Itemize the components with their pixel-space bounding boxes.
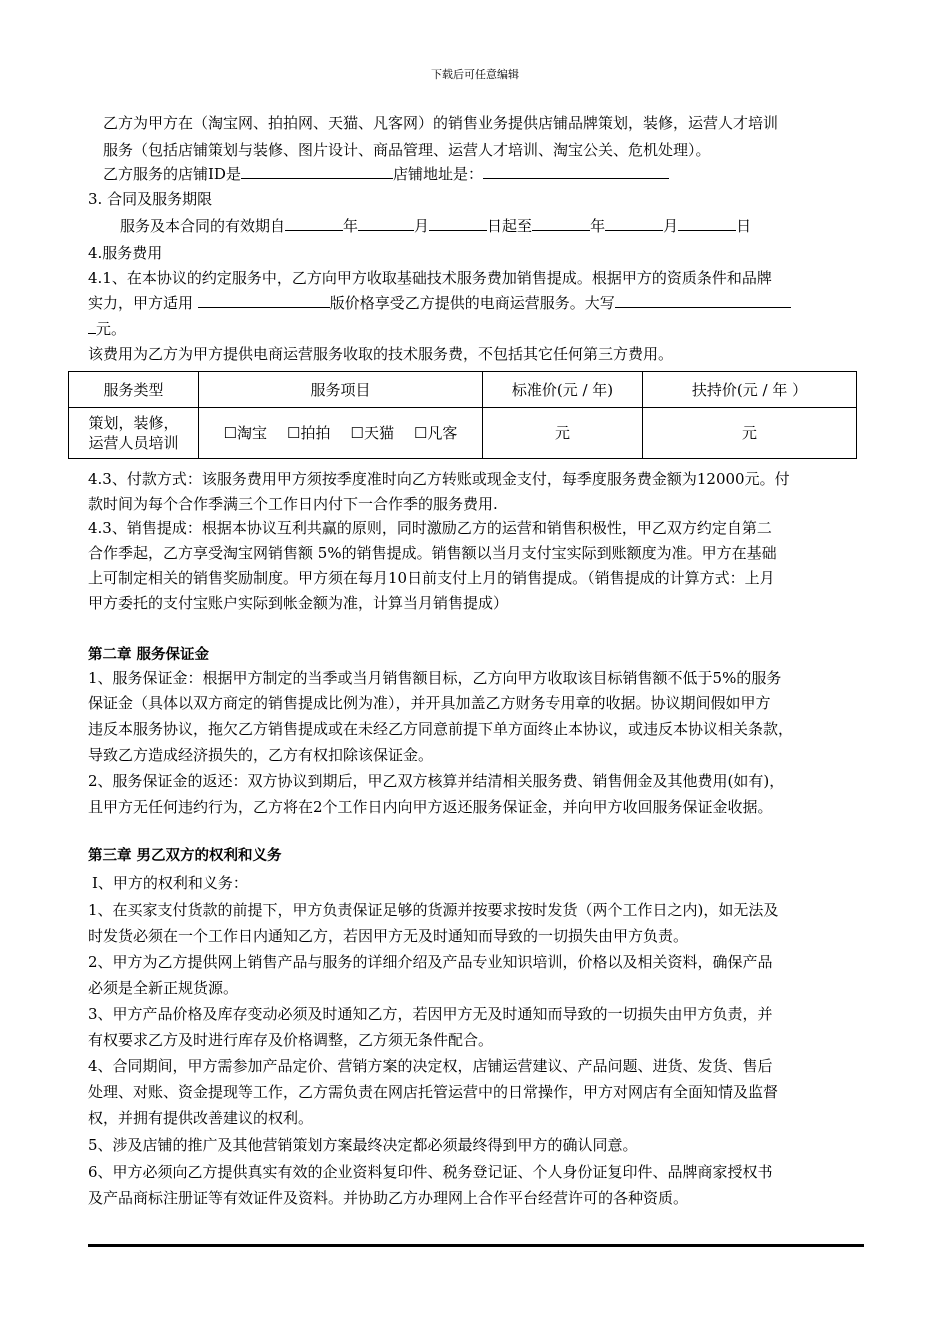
start-month-blank[interactable] xyxy=(358,216,414,231)
option-vancl-checkbox[interactable]: ☐凡客 xyxy=(413,424,458,442)
term-line xyxy=(120,216,751,236)
footer-divider xyxy=(88,1244,864,1247)
chapter-3-line-6: 有权要求乙方及时进行库存及价格调整，乙方须无条件配合。 xyxy=(88,1031,494,1049)
fee-uppercase-label: 版价格享受乙方提供的电商运营服务。大写 xyxy=(329,294,615,312)
commission-line-4: 甲方委托的支付宝账户实际到帐金额为准，计算当月销售提成） xyxy=(88,594,509,612)
service-type-line-1: 策划，装修， xyxy=(88,414,179,432)
fee-line-1: 4.1、在本协议的约定服务中，乙方向甲方收取基础技术服务费加销售提成。根据甲方的资质条件和品牌 xyxy=(88,269,772,287)
shop-id-label: 乙方服务的店铺ID是 xyxy=(103,165,241,183)
commission-line-3: 上可制定相关的销售奖励制度。甲方须在每月10日前支付上月的销售提成。（销售提成的计算方式：上月 xyxy=(88,569,775,587)
chapter-3-line-9: 权，并拥有提供改善建议的权利。 xyxy=(88,1109,314,1127)
chapter-2-title: 第二章 服务保证金 xyxy=(88,647,210,663)
chapter-2-line-5: 2、服务保证金的返还：双方协议到期后，甲乙双方核算并结清相关服务费、销售佣金及其他费用(如有)， xyxy=(88,772,785,790)
end-year-blank[interactable] xyxy=(532,216,590,231)
fee-heading: 4.服务费用 xyxy=(88,244,163,262)
option-paipai-checkbox[interactable]: ☐拍拍 xyxy=(287,424,331,442)
term-text-start: 服务及本合同的有效期自 xyxy=(120,217,286,235)
fee-line-2 xyxy=(88,293,791,313)
term-month-label-2: 月 xyxy=(663,217,679,235)
fee-yuan-label: 元。 xyxy=(96,320,127,338)
amount-uppercase-blank-cont[interactable] xyxy=(88,319,96,334)
start-day-blank[interactable] xyxy=(429,216,487,231)
chapter-2-line-1: 1、服务保证金：根据甲方制定的当季或当月销售额目标，乙方向甲方收取该目标销售额不低于5%的服务 xyxy=(88,669,782,687)
payment-line-1: 4.3、付款方式：该服务费用甲方须按季度准时向乙方转账或现金支付，每季度服务费金额为12000元。付 xyxy=(88,470,790,488)
service-options-cell xyxy=(199,408,483,459)
service-fee-table xyxy=(68,371,857,459)
chapter-2-line-4: 导致乙方造成经济损失的，乙方有权扣除该保证金。 xyxy=(88,746,434,764)
chapter-2-line-2: 保证金（具体以双方商定的销售提成比例为准），并开具加盖乙方财务专用章的收据。协议期间假如甲方 xyxy=(88,694,771,712)
shop-address-label: 店铺地址是： xyxy=(392,165,483,183)
fee-line-3 xyxy=(88,319,126,339)
fee-line-4: 该费用为乙方为甲方提供电商运营服务收取的技术服务费，不包括其它任何第三方费用。 xyxy=(88,345,674,363)
start-year-blank[interactable] xyxy=(285,216,343,231)
chapter-2-line-6: 且甲方无任何违约行为，乙方将在2个工作日内向甲方返还服务保证金，并向甲方收回服务保证金收据。 xyxy=(88,798,773,816)
chapter-3-line-4: 必须是全新正规货源。 xyxy=(88,979,239,997)
header-standard-price: 标准价(元 / 年) xyxy=(483,372,643,408)
term-day-from-label: 日起至 xyxy=(487,217,533,235)
shop-address-blank[interactable] xyxy=(483,164,669,179)
amount-uppercase-blank[interactable] xyxy=(615,293,791,308)
option-taobao-checkbox[interactable]: ☐淘宝 xyxy=(223,424,268,442)
chapter-3-line-12: 及产品商标注册证等有效证件及资料。并协助乙方办理网上合作平台经营许可的各种资质。 xyxy=(88,1189,689,1207)
chapter-3-line-11: 6、甲方必须向乙方提供真实有效的企业资料复印件、税务登记证、个人身份证复印件、品牌商家授权书 xyxy=(88,1163,773,1181)
chapter-3-line-8: 处理、对账、资金提现等工作，乙方需负责在网店托管运营中的日常操作，甲方对网店有全面知情及监督 xyxy=(88,1083,779,1101)
term-heading: 3. 合同及服务期限 xyxy=(88,190,213,208)
option-tmall-checkbox[interactable]: ☐天猫 xyxy=(350,424,394,442)
shop-id-blank[interactable] xyxy=(241,164,393,179)
chapter-3-line-5: 3、甲方产品价格及库存变动必须及时通知乙方，若因甲方无及时通知而导致的一切损失由甲方负责，并 xyxy=(88,1005,773,1023)
end-day-blank[interactable] xyxy=(678,216,736,231)
chapter-3-title: 第三章 男乙双方的权利和义务 xyxy=(88,848,282,864)
chapter-3-line-10: 5、涉及店铺的推广及其他营销策划方案最终决定都必须最终得到甲方的确认同意。 xyxy=(88,1136,638,1154)
term-year-label: 年 xyxy=(343,217,359,235)
term-month-label: 月 xyxy=(414,217,430,235)
end-month-blank[interactable] xyxy=(605,216,663,231)
chapter-3-line-2: 时发货必须在一个工作日内通知乙方，若因甲方无及时通知而导致的一切损失由甲方负责。 xyxy=(88,927,689,945)
intro-line-1: 乙方为甲方在（淘宝网、拍拍网、天猫、凡客网）的销售业务提供店铺品牌策划，装修，运营人才培训 xyxy=(103,114,779,132)
support-price-cell: 元 xyxy=(643,408,857,459)
header-support-price: 扶持价(元 / 年 ） xyxy=(643,372,857,408)
chapter-3-line-1: 1、在买家支付货款的前提下，甲方负责保证足够的货源并按要求按时发货（两个工作日之内)，如无法及 xyxy=(88,901,779,919)
price-tier-blank[interactable] xyxy=(198,293,330,308)
page-header: 下载后可任意编辑 xyxy=(431,68,519,81)
commission-line-2: 合作季起，乙方享受淘宝网销售额 5%的销售提成。销售额以当月支付宝实际到账额度为准。甲方在基础 xyxy=(88,544,777,562)
table-header-row xyxy=(69,372,857,408)
fee-tier-label: 实力，甲方适用 xyxy=(88,294,194,312)
table-row xyxy=(69,408,857,459)
header-service-item: 服务项目 xyxy=(199,372,483,408)
chapter-3-line-3: 2、甲方为乙方提供网上销售产品与服务的详细介绍及产品专业知识培训，价格以及相关资料，确保产品 xyxy=(88,953,773,971)
service-type-line-2: 运营人员培训 xyxy=(88,434,179,452)
standard-price-cell: 元 xyxy=(483,408,643,459)
term-year-label-2: 年 xyxy=(590,217,606,235)
chapter-2-line-3: 违反本服务协议，拖欠乙方销售提成或在未经乙方同意前提下单方面终止本协议，或违反本协议相关条款， xyxy=(88,720,794,738)
header-service-type: 服务类型 xyxy=(69,372,199,408)
chapter-3-line-7: 4、合同期间，甲方需参加产品定价、营销方案的决定权，店铺运营建议、产品问题、进货、发货、售后 xyxy=(88,1057,773,1075)
chapter-3-subheading: I、甲方的权利和义务： xyxy=(92,874,248,892)
term-day-label: 日 xyxy=(736,217,752,235)
payment-line-2: 款时间为每个合作季满三个工作日内付下一合作季的服务费用. xyxy=(88,495,498,513)
shop-info-line xyxy=(103,164,669,184)
intro-line-2: 服务（包括店铺策划与装修、图片设计、商品管理、运营人才培训、淘宝公关、危机处理）。 xyxy=(103,141,711,159)
commission-line-1: 4.3、销售提成：根据本协议互利共赢的原则，同时激励乙方的运营和销售积极性，甲乙双方约定自第二 xyxy=(88,519,772,537)
service-type-cell xyxy=(69,408,199,459)
